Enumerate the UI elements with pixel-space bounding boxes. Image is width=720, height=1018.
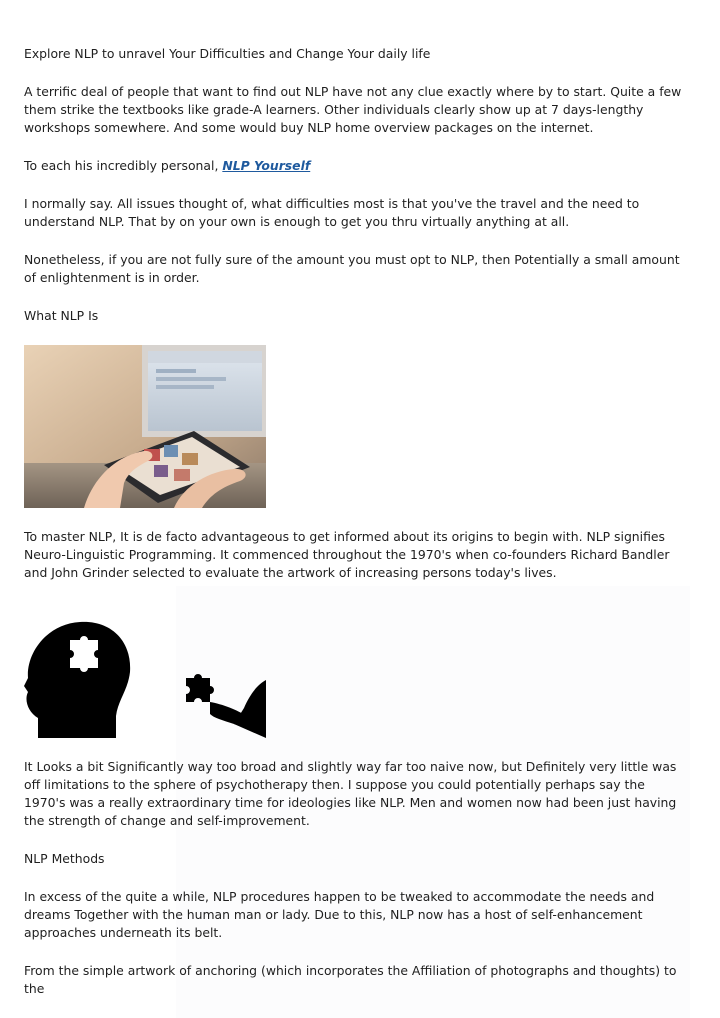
paragraph-text: To each his incredibly personal, bbox=[24, 158, 223, 173]
hands-tablet-photo bbox=[24, 345, 266, 508]
article-body bbox=[24, 45, 686, 998]
intro-heading: Explore NLP to unravel Your Difficulties and Change Your daily life bbox=[24, 46, 431, 61]
paragraph: To master NLP, It is de facto advantageous to get informed about its origins to begin with. NLP signifies Neuro-Linguistic Programming. It commenced throughout the 1970's when co-founders Richard Bandler and John Grinder selected to evaluate the artwork of increasing persons today's lives. bbox=[24, 529, 670, 580]
paragraph: Nonetheless, if you are not fully sure of the amount you must opt to NLP, then Potentially a small amount of enlightenment is in order. bbox=[24, 252, 680, 285]
paragraph-with-link bbox=[24, 157, 686, 175]
section-heading-nlp-methods: NLP Methods bbox=[24, 851, 105, 866]
section-heading-what-nlp-is: What NLP Is bbox=[24, 308, 99, 323]
paragraph: A terrific deal of people that want to find out NLP have not any clue exactly where by to start. Quite a few them strike the textbooks like grade-A learners. Other individuals clearly show up at 7 days-lengthy workshops somewhere. And some would buy NLP home overview packages on the internet. bbox=[24, 84, 682, 135]
nlp-yourself-link[interactable]: NLP Yourself bbox=[222, 158, 311, 173]
paragraph: It Looks a bit Significantly way too broad and slightly way far too naive now, but Definitely very little was off limitations to the sphere of psychotherapy then. I suppose you could potentially perhaps say the 1970's was a really extraordinary time for ideologies like NLP. Men and women now had been just having the strength of change and self-improvement. bbox=[24, 759, 677, 828]
head-puzzle-illustration bbox=[24, 620, 266, 738]
paragraph: From the simple artwork of anchoring (which incorporates the Affiliation of photographs and thoughts) to the bbox=[24, 963, 677, 996]
paragraph: In excess of the quite a while, NLP procedures happen to be tweaked to accommodate the needs and dreams Together with the human man or lady. Due to this, NLP now has a host of self-enhancement approaches underneath its belt. bbox=[24, 889, 655, 940]
paragraph: I normally say. All issues thought of, what difficulties most is that you've the travel and the need to understand NLP. That by on your own is enough to get you thru virtually anything at all. bbox=[24, 196, 640, 229]
